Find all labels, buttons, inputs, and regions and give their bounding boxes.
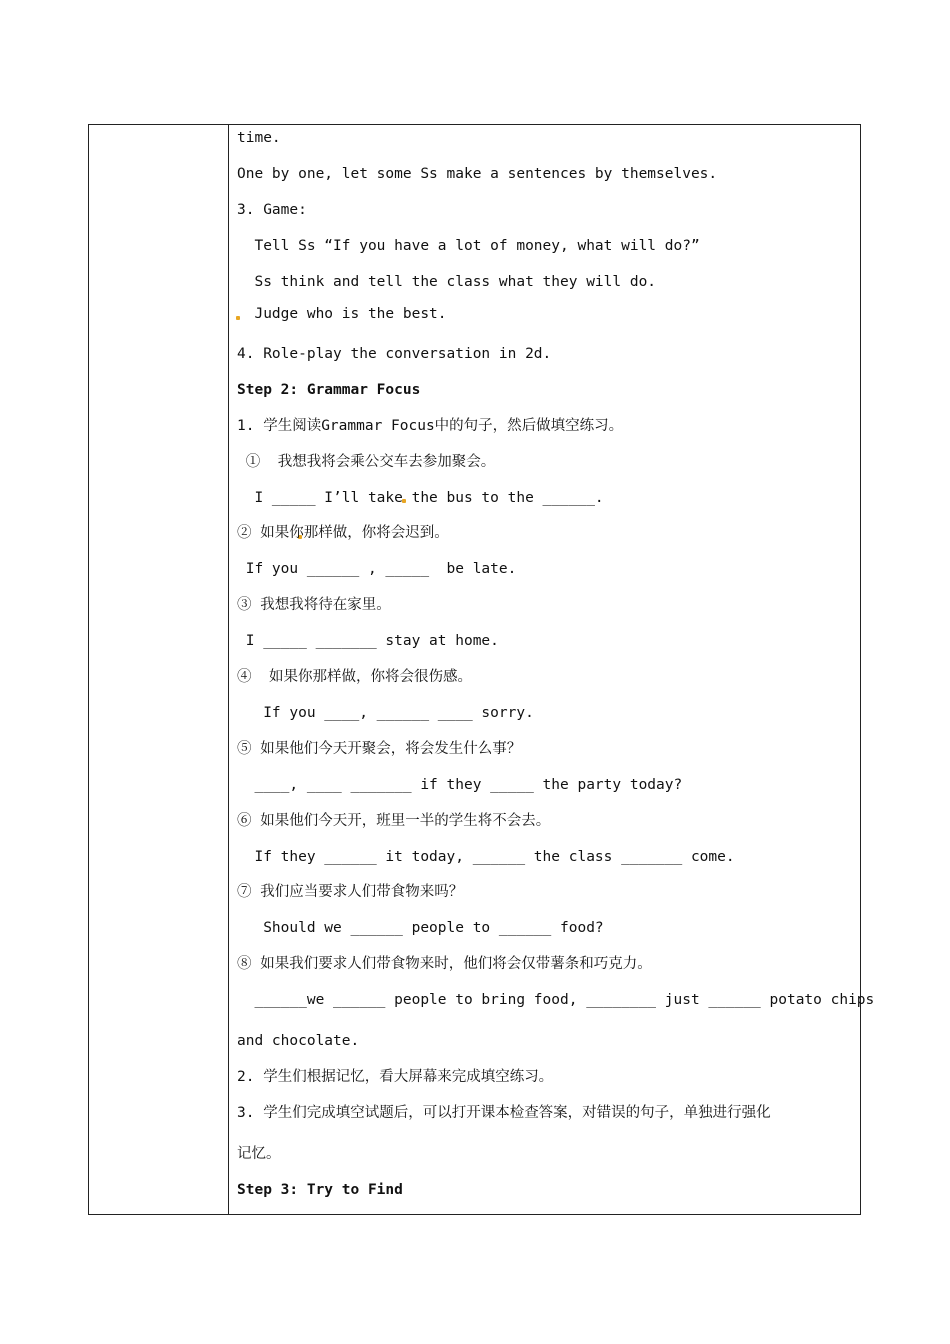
text-line: ⑦ 我们应当要求人们带食物来吗？ bbox=[237, 884, 464, 900]
text-line: ③ 我想我将待在家里。 bbox=[237, 597, 391, 613]
text-line: I _____ _______ stay at home. bbox=[237, 633, 499, 649]
text-line: One by one, let some Ss make a sentences by themselves. bbox=[237, 166, 718, 182]
text-line: ____, ____ _______ if they _____ the party today? bbox=[237, 777, 683, 793]
text-line: If you ______ , _____ be late. bbox=[237, 561, 517, 577]
text-line: 记忆。 bbox=[237, 1146, 281, 1162]
column-divider bbox=[228, 124, 229, 1215]
text-line: ① 我想我将会乘公交车去参加聚会。 bbox=[237, 454, 496, 470]
text-line: Judge who is the best. bbox=[237, 306, 447, 322]
text-line: time. bbox=[237, 130, 281, 146]
text-line: ④ 如果你那样做，你将会很伤感。 bbox=[237, 669, 472, 685]
text-line: If you ____, ______ ____ sorry. bbox=[237, 705, 534, 721]
text-line: 1. 学生阅读Grammar Focus中的句子，然后做填空练习。 bbox=[237, 418, 624, 434]
text-line: If they ______ it today, ______ the class _______ come. bbox=[237, 849, 735, 865]
text-line: 3. Game: bbox=[237, 202, 307, 218]
text-line: ② 如果你那样做，你将会迟到。 bbox=[237, 525, 449, 541]
text-line: ______we ______ people to bring food, ________ just ______ potato chips bbox=[237, 992, 875, 1008]
text-line: Should we ______ people to ______ food? bbox=[237, 920, 604, 936]
text-line: ⑥ 如果他们今天开，班里一半的学生将不会去。 bbox=[237, 813, 551, 829]
section-heading: Step 3: Try to Find bbox=[237, 1182, 403, 1198]
section-heading: Step 2: Grammar Focus bbox=[237, 382, 421, 398]
text-line: Tell Ss “If you have a lot of money, what will do?” bbox=[237, 238, 700, 254]
text-line: 2. 学生们根据记忆，看大屏幕来完成填空练习。 bbox=[237, 1069, 554, 1085]
text-line: ⑤ 如果他们今天开聚会，将会发生什么事？ bbox=[237, 741, 522, 757]
text-line: ⑧ 如果我们要求人们带食物来时，他们将会仅带薯条和巧克力。 bbox=[237, 956, 652, 972]
text-line: 4. Role-play the conversation in 2d. bbox=[237, 346, 552, 362]
text-line: 3. 学生们完成填空试题后，可以打开课本检查答案，对错误的句子，单独进行强化 bbox=[237, 1105, 771, 1121]
text-line: and chocolate. bbox=[237, 1033, 360, 1049]
text-line: I _____ I’ll take the bus to the ______. bbox=[237, 490, 604, 506]
text-line: Ss think and tell the class what they will do. bbox=[237, 274, 657, 290]
